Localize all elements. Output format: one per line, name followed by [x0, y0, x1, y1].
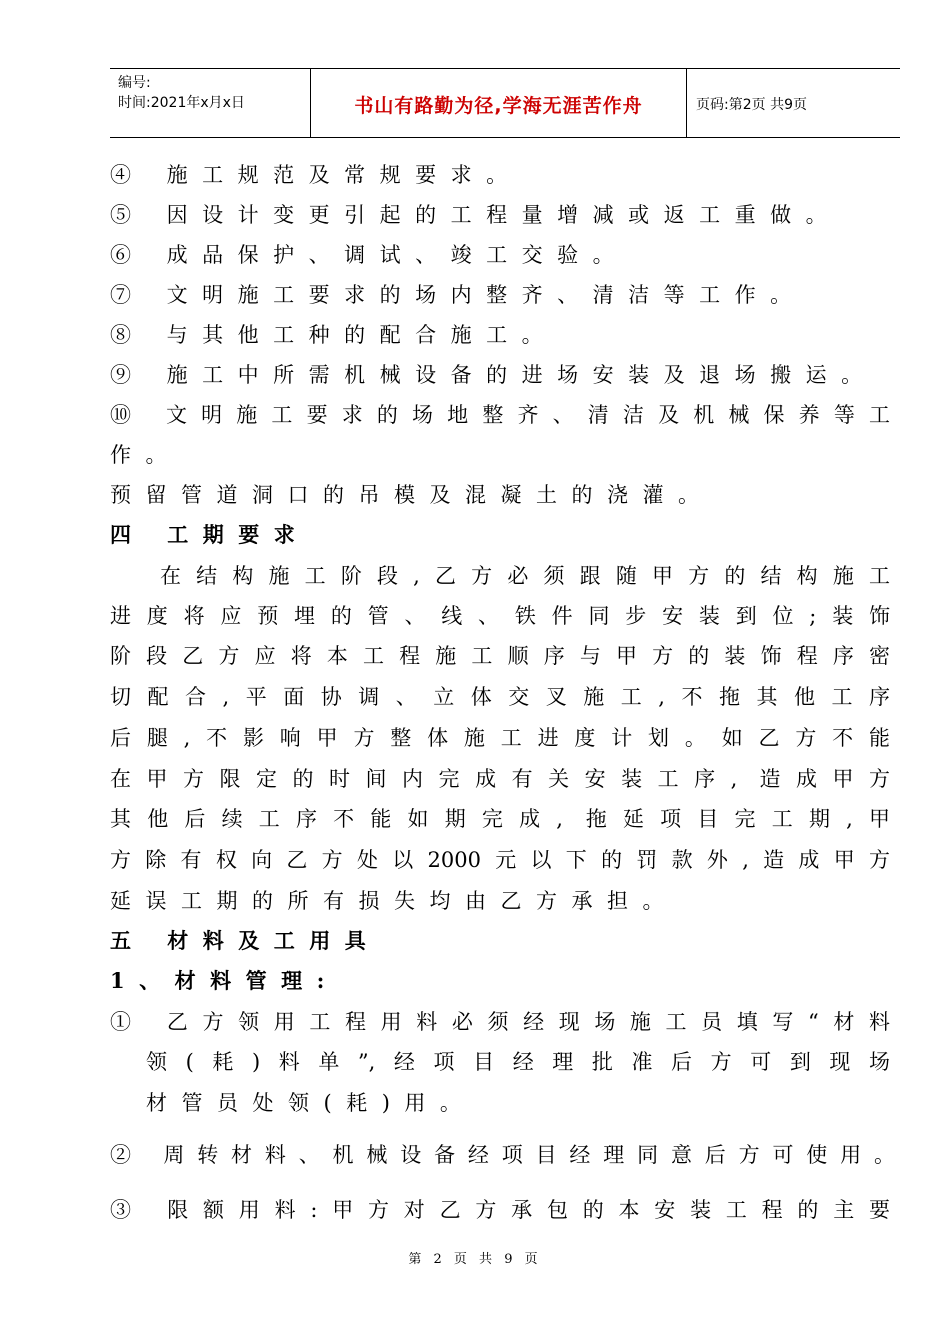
list-item-7: ⑦ 文明施工要求的场内整齐、清洁等工作。 — [110, 283, 806, 307]
header-motto: 书山有路勤为径,学海无涯苦作舟 — [354, 95, 643, 117]
paragraph-line: 阶段乙方应将本工程施工顺序与甲方的装饰程序密 — [110, 644, 890, 668]
paragraph-line: 在结构施工阶段,乙方必须跟随甲方的结构施工 — [160, 564, 890, 588]
list-item-10 — [110, 402, 890, 428]
list-item-5: ⑤ 因设计变更引起的工程量增减或返工重做。 — [110, 203, 842, 227]
header-meta-cell — [110, 69, 310, 137]
section-heading-5: 五 材料及工用具 — [110, 928, 381, 953]
list-item-3: ③ 限额用料:甲方对乙方承包的本安装工程的主要 — [110, 1198, 890, 1222]
list-item-10-text: ⑩ 文明施工要求的场地整齐、清洁及机械保养等工 — [110, 403, 890, 427]
paragraph-line: 延误工期的所有损失均由乙方承担。 — [110, 889, 678, 913]
list-item-1-cont: 领(耗)料单”,经项目经理批准后方可到现场 — [146, 1050, 890, 1074]
header-page-info: 页码:第2页 共9页 — [696, 97, 807, 113]
paragraph-line: 预留管道洞口的吊模及混凝土的浇灌。 — [110, 483, 714, 507]
paragraph-line: 切配合,平面协调、立体交叉施工,不拖其他工序 — [110, 685, 890, 709]
paragraph-line: 方除有权向乙方处以2000元以下的罚款外,造成甲方 — [110, 848, 890, 872]
list-item-9: ⑨ 施工中所需机械设备的进场安装及退场搬运。 — [110, 363, 877, 387]
list-item-8: ⑧ 与其他工种的配合施工。 — [110, 323, 558, 347]
paragraph-line: 其他后续工序不能如期完成, 拖延项目完工期,甲 — [110, 807, 890, 831]
header-motto-cell — [310, 69, 687, 137]
document-number-label: 编号: — [118, 75, 151, 91]
list-item-2: ② 周转材料、机械设备经项目经理同意后方可使用。 — [110, 1143, 895, 1167]
page-footer: 第 2 页 共 9 页 — [408, 1252, 542, 1267]
list-item-1-cont: 材管员处领(耗)用。 — [146, 1091, 476, 1115]
paragraph-line: 在甲方限定的时间内完成有关安装工序, 造成甲方 — [110, 767, 890, 791]
header-page-cell — [686, 69, 900, 137]
list-item-6: ⑥ 成品保护、调试、竣工交验。 — [110, 243, 629, 267]
paragraph-line: 后腿,不影响甲方整体施工进度计划。如乙方不能 — [110, 726, 890, 750]
list-item-1: ① 乙方领用工程用料必须经现场施工员填写“材料 — [110, 1010, 890, 1034]
list-item-4: ④ 施工规范及常规要求。 — [110, 163, 522, 187]
paragraph-line: 进度将应预埋的管、线、铁件同步安装到位;装饰 — [110, 604, 890, 628]
document-header — [110, 68, 900, 138]
document-date-label: 时间:2021年x月x日 — [118, 95, 245, 111]
section-heading-4: 四 工期要求 — [110, 522, 310, 547]
subsection-heading: 1、材料管理: — [110, 968, 339, 993]
list-item-10-cont: 作。 — [110, 443, 181, 467]
